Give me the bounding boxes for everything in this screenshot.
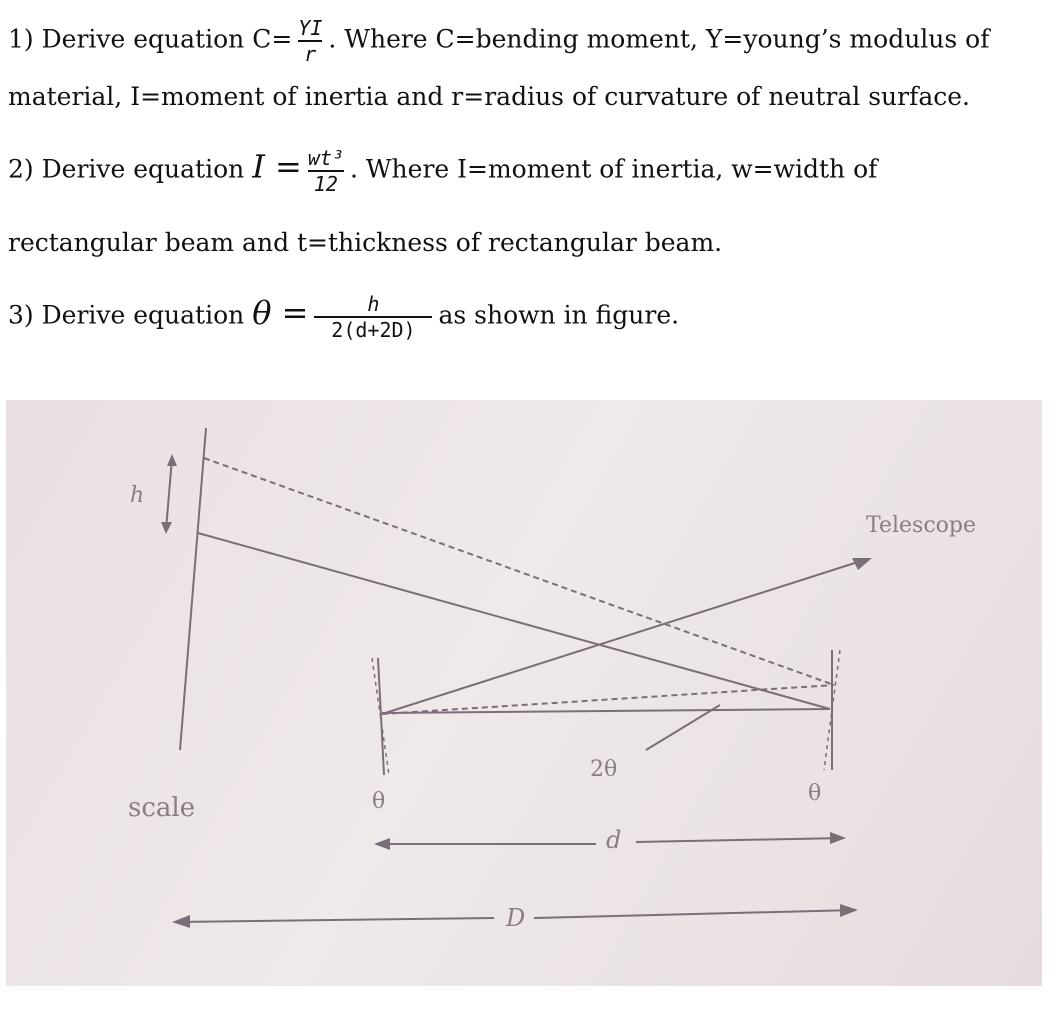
mirror-to-mirror-solid bbox=[382, 709, 830, 713]
question-1-numerator: YI bbox=[298, 16, 323, 40]
D-arrow-left bbox=[176, 918, 494, 922]
question-1-denominator: r bbox=[304, 42, 317, 66]
d-arrow-right bbox=[636, 838, 844, 842]
question-2-numerator: wt³ bbox=[307, 146, 344, 170]
question-2-line2: rectangular beam and t=thickness of rectangular beam. bbox=[8, 228, 723, 257]
label-theta-left: θ bbox=[372, 789, 386, 814]
d-arrowhead-left bbox=[374, 838, 390, 850]
h-arrowhead-up bbox=[167, 454, 177, 466]
question-3-lead: 3) Derive equation bbox=[8, 300, 253, 330]
question-2 bbox=[8, 148, 877, 194]
question-3-denominator: 2(d+2D) bbox=[331, 318, 416, 342]
D-arrowhead-left bbox=[172, 915, 190, 928]
D-arrow-right bbox=[534, 910, 856, 918]
angle-pointer bbox=[646, 705, 720, 750]
label-h: h bbox=[130, 483, 145, 508]
question-3-fraction bbox=[314, 294, 432, 340]
question-2-denominator: 12 bbox=[313, 172, 338, 196]
question-1-line2: material, I=moment of inertia and r=radius of curvature of neutral surface. bbox=[8, 82, 970, 111]
telescope-arrowhead bbox=[852, 558, 872, 570]
reflected-ray-dashed bbox=[204, 458, 834, 685]
question-3-tail: as shown in figure. bbox=[438, 300, 680, 330]
question-2-symbol: I = bbox=[252, 147, 302, 186]
h-arrow bbox=[166, 458, 172, 530]
question-1-tail: . Where C=bending moment, Y=young’s modulus of bbox=[328, 24, 990, 54]
question-3 bbox=[8, 294, 679, 340]
h-arrowhead-down bbox=[161, 522, 172, 534]
question-2-fraction bbox=[308, 148, 344, 194]
question-3-symbol: θ = bbox=[252, 293, 309, 332]
question-3-numerator: h bbox=[367, 292, 380, 316]
label-D: D bbox=[506, 904, 526, 932]
question-1-fraction bbox=[298, 18, 322, 64]
label-telescope: Telescope bbox=[866, 513, 976, 538]
optical-lever-diagram bbox=[6, 400, 1042, 986]
scale-line bbox=[180, 428, 206, 750]
question-2-lead: 2) Derive equation bbox=[8, 154, 253, 184]
telescope-ray bbox=[382, 562, 858, 714]
D-arrowhead-right bbox=[840, 904, 858, 917]
question-1-lead: 1) Derive equation C= bbox=[8, 24, 293, 54]
figure-photo bbox=[6, 400, 1042, 986]
label-2theta: 2θ bbox=[590, 757, 618, 782]
question-1 bbox=[8, 18, 989, 64]
reflected-ray-solid bbox=[198, 533, 830, 709]
label-scale: scale bbox=[128, 793, 196, 823]
label-d: d bbox=[606, 826, 622, 854]
question-2-tail: . Where I=moment of inertia, w=width of bbox=[349, 154, 878, 184]
label-theta-right: θ bbox=[808, 781, 822, 806]
d-arrowhead-right bbox=[830, 832, 846, 844]
